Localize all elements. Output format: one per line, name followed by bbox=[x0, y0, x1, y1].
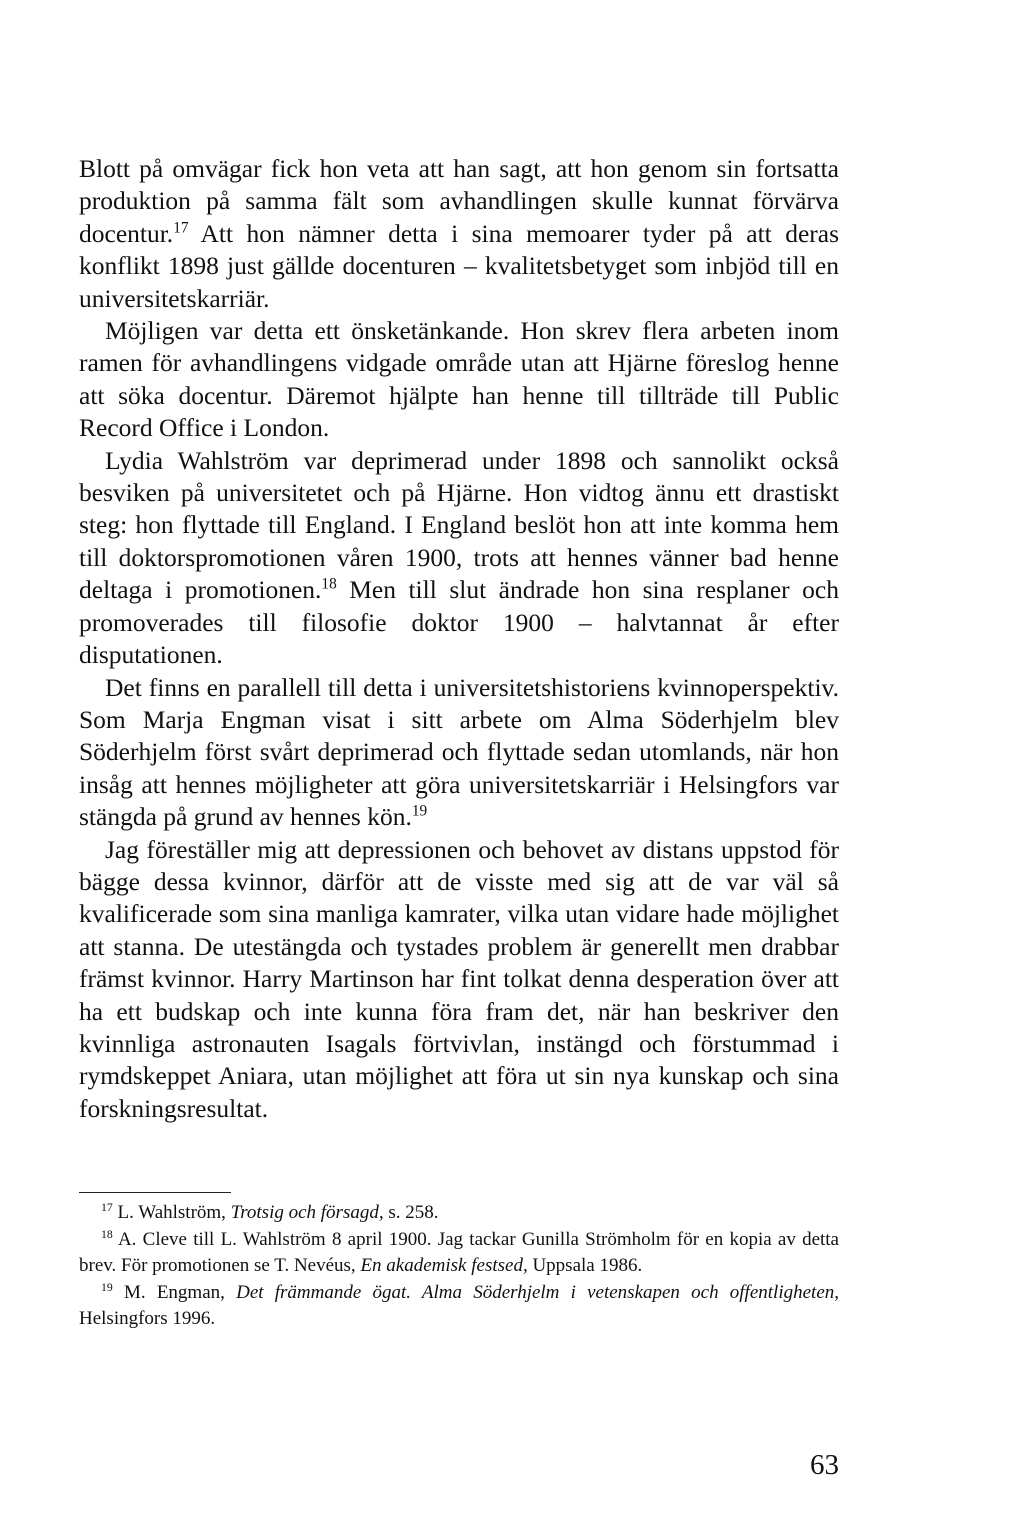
paragraph-1-text-a: Blott på omvägar fick hon veta att han sagt, att hon genom sin fortsatta produktion på samma fält som avhandlingen skulle kunnat förvärva docentur. bbox=[79, 154, 839, 248]
paragraph-3-text-b: Men till slut ändrade hon sina resplaner och promoverades till filosofie doktor 1900 – halvtannat år efter disputationen. bbox=[79, 575, 839, 670]
footnote-text: L. Wahlström, bbox=[112, 1202, 231, 1223]
footnote-text: A. Cleve till L. Wahlström 8 april 1900. Jag tackar Gunilla Strömholm för en kopia av detta brev. För promotionen se T. Nevéus, bbox=[79, 1228, 839, 1276]
paragraph-5: Jag föreställer mig att depressionen och behovet av distans uppstod för bägge dessa kvinnor, därför att de visste med sig att de var väl så kvalificerade som sina manliga kamrater, vilka utan vidare hade möjlighet att stanna. De utestängda och tystades problem är generellt men drabbar främst kvinnor. Harry Martinson har fint tolkat denna desperation över att ha ett budskap och inte kunna föra fram det, när han beskriver den kvinnliga astronauten Isagals förtvivlan, instängd och förstummad i rymdskeppet Aniara, utan möjlighet att föra ut sin nya kunskap och sina forskningsresultat. bbox=[79, 834, 839, 1123]
footnote-17 bbox=[79, 1200, 839, 1227]
paragraph-1-text-b: Att hon nämner detta i sina memoarer tyder på att deras konflikt 1898 just gällde docenturen – kvalitetsbetyget som inbjöd till en universitetskarriär. bbox=[79, 218, 839, 313]
footnote-number: 17 bbox=[101, 1200, 113, 1214]
footnote-text: M. Engman, bbox=[112, 1281, 237, 1303]
page-number: 63 bbox=[810, 1449, 839, 1481]
footnote-text: Uppsala 1986. bbox=[527, 1255, 643, 1276]
footnote-title: Det främmande ögat. Alma Söderhjelm i vetenskapen och offentligheten, bbox=[236, 1281, 839, 1303]
footnote-18 bbox=[79, 1227, 839, 1280]
footnote-19 bbox=[79, 1280, 839, 1333]
paragraph-1 bbox=[79, 153, 839, 315]
footnote-number: 18 bbox=[101, 1227, 113, 1241]
paragraph-3 bbox=[79, 445, 839, 672]
footnote-title: Trotsig och försagd, bbox=[230, 1202, 384, 1223]
footnotes bbox=[79, 1200, 839, 1333]
paragraph-2: Möjligen var detta ett önsketänkande. Hon skrev flera arbeten inom ramen för avhandlingens vidgade område utan att Hjärne föreslog henne att söka docentur. Däremot hjälpte han henne till tillträde till Public Record Office i London. bbox=[79, 316, 839, 443]
paragraph-4 bbox=[79, 672, 839, 834]
paragraph-3-text-a: Lydia Wahlström var deprimerad under 1898 och sannolikt också besviken på universitetet och på Hjärne. Hon vidtog ännu ett drastiskt steg: hon flyttade till England. I England beslöt hon att inte komma hem till doktorspromotionen våren 1900, trots att hennes vänner bad henne deltaga i promotionen. bbox=[79, 445, 839, 605]
body-text bbox=[79, 153, 839, 1125]
footnote-ref-18: 18 bbox=[321, 575, 337, 593]
footnote-number: 19 bbox=[101, 1280, 113, 1294]
footnote-ref-19: 19 bbox=[411, 802, 428, 820]
footnote-title: En akademisk festsed, bbox=[360, 1255, 528, 1276]
footnote-text: s. 258. bbox=[383, 1202, 439, 1223]
footnote-ref-17: 17 bbox=[173, 219, 189, 237]
footnote-text: Helsingfors 1996. bbox=[79, 1308, 216, 1329]
footnote-rule bbox=[79, 1192, 231, 1193]
paragraph-4-text-a: Det finns en parallell till detta i universitetshistoriens kvinnoperspektiv. Som Marja Engman visat i sitt arbete om Alma Söderhjelm blev Söderhjelm först svårt deprimerad och flyttade sedan utomlands, när hon insåg att hennes möjligheter att göra universitetskarriär i Helsingfors var stängda på grund av hennes kön. bbox=[79, 672, 839, 832]
